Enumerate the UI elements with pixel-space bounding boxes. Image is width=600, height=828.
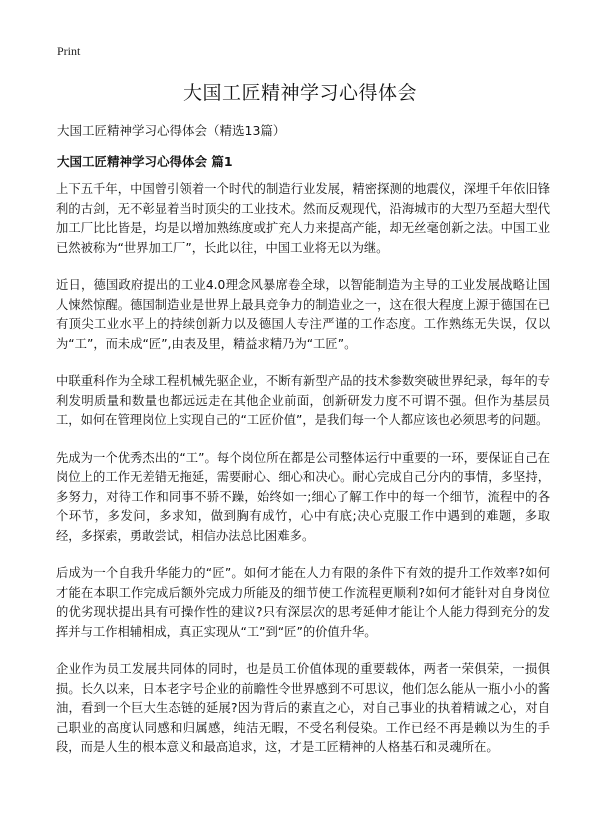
page-title: 大国工匠精神学习心得体会 bbox=[182, 82, 417, 104]
paragraph: 上下五千年，中国曾引领着一个时代的制造行业发展，精密探测的地震仪，深埋千年依旧锋利的古剑，无不彰显着当时顶尖的工业技术。然而反观现代，沿海城市的大型乃至超大型代加工厂比比皆是，均是以增加熟练度或扩充人力来提高产能，却无丝毫创新之法。中国工业已然被称为“世界加工厂”，长此以往，中国工业将无以为继。 bbox=[56, 182, 550, 255]
paragraph: 中联重科作为全球工程机械先驱企业，不断有新型产品的技术参数突破世界纪录，每年的专利发明质量和数量也都远远走在其他企业前面，创新研发力度不可谓不强。但作为基层员工，如何在管理岗位上实现自己的“工匠价值”，是我们每一个人都应该也必须思考的问题。 bbox=[56, 374, 550, 427]
paragraph: 先成为一个优秀杰出的“工”。每个岗位所在都是公司整体运行中重要的一环，要保证自己在岗位上的工作无差错无拖延，需要耐心、细心和决心。耐心完成自己分内的事情，多坚持，多努力，对待工作和同事不骄不躁，始终如一;细心了解工作中的每一个细节，流程中的各个环节，多发问，多求知，做到胸有成竹，心中有底;决心克服工作中遇到的难题，多取经，多探索，勇敢尝试，相信办法总比困难多。 bbox=[56, 450, 550, 543]
document-body bbox=[56, 180, 550, 776]
paragraph: 近日，德国政府提出的工业4.0理念风暴席卷全球，以智能制造为主导的工业发展战略让国人悚然惊醒。德国制造业是世界上最具竞争力的制造业之一，这在很大程度上源于德国在已有顶尖工业水平上的持续创新力以及德国人专注严谨的工作态度。工作熟练无失误，仅以为“工”，而未成“匠”,由表及里，精益求精乃为“工匠”。 bbox=[56, 278, 550, 351]
section-heading: 大国工匠精神学习心得体会 篇1 bbox=[57, 154, 233, 169]
print-link[interactable]: Print bbox=[57, 44, 81, 58]
paragraph: 企业作为员工发展共同体的同时，也是员工价值体现的重要载体，两者一荣俱荣，一损俱损。长久以来，日本老字号企业的前瞻性令世界感到不可思议，他们怎么能从一瓶小小的酱油，看到一个巨大生态链的延展?因为背后的素直之心，对自己事业的执着精诚之心，对自己职业的高度认同感和归属感，纯洁无暇，不受名利侵染。工作已经不再是赖以为生的手段，而是人生的根本意义和最高追求，这，才是工匠精神的人格基石和灵魂所在。 bbox=[56, 662, 550, 754]
document-subtitle: 大国工匠精神学习心得体会（精选13篇） bbox=[57, 123, 286, 138]
paragraph: 后成为一个自我升华能力的“匠”。如何才能在人力有限的条件下有效的提升工作效率?如何才能在本职工作完成后额外完成力所能及的细节使工作流程更顺利?如何才能针对自身岗位的优劣现状提出具有可操作性的建议?只有深层次的思考延伸才能让个人能力得到充分的发挥并与工作相辅相成，真正实现从“工”到“匠”的价值升华。 bbox=[56, 566, 550, 639]
